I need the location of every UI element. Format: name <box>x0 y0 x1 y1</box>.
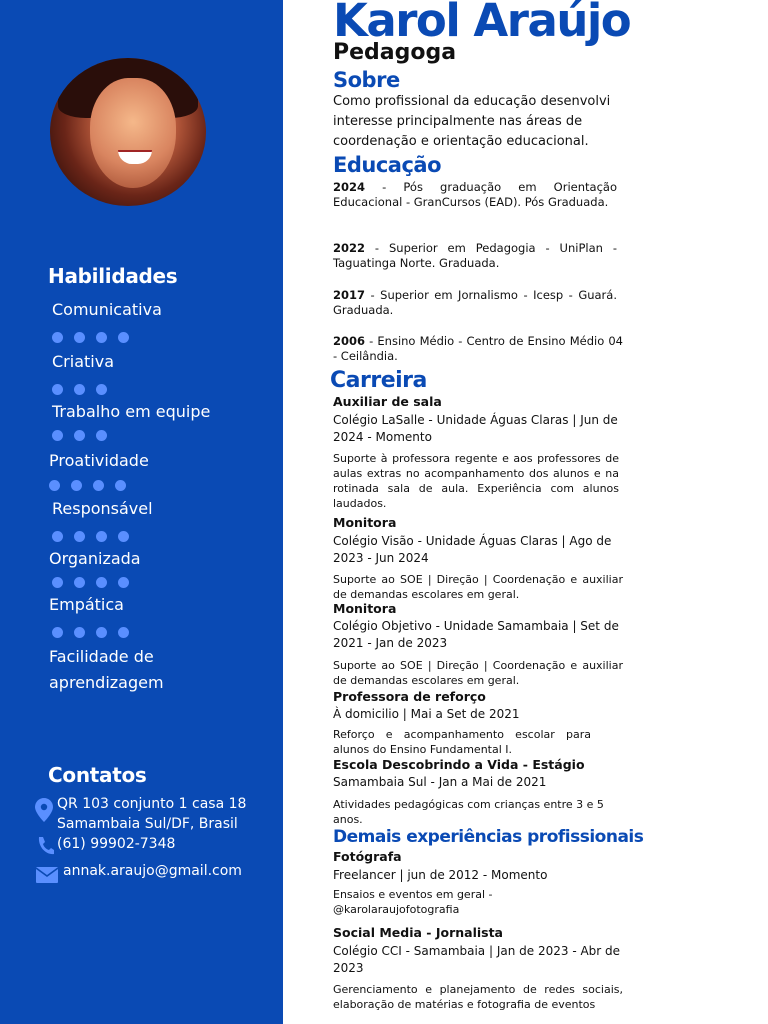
job-desc: Suporte ao SOE | Direção | Coordenação e auxiliar de demandas escolares em geral. <box>333 573 623 601</box>
phone-icon <box>36 836 54 856</box>
skill-rating <box>52 384 107 395</box>
job-role: Monitora <box>333 601 397 616</box>
job-desc: Suporte à professora regente e aos professores de aulas extras no acompanhamento dos alunos e na rotinada sala de aula. Experiência com alunos laudados. <box>333 452 619 510</box>
education-title: Educação <box>333 153 441 177</box>
skill-label: Responsável <box>52 499 153 518</box>
job-role: Social Media - Jornalista <box>333 925 503 940</box>
job-place: À domicilio | Mai a Set de 2021 <box>333 707 520 721</box>
skill-rating <box>52 332 129 343</box>
education-item: 2024 - Pós graduação em Orientação Educacional - GranCursos (EAD). Pós Graduada. <box>333 180 617 209</box>
person-role: Pedagoga <box>333 40 457 65</box>
skill-rating <box>49 480 126 491</box>
job-place: Freelancer | jun de 2012 - Momento <box>333 868 548 882</box>
skill-rating <box>52 577 129 588</box>
job-role: Auxiliar de sala <box>333 394 442 409</box>
skill-label: Comunicativa <box>52 300 162 319</box>
job-place: Colégio Objetivo - Unidade Samambaia | Set de 2021 - Jan de 2023 <box>333 619 619 650</box>
skills-title: Habilidades <box>48 264 178 288</box>
career-title: Carreira <box>330 368 427 393</box>
skill-label: Empática <box>49 595 124 614</box>
address-line-1: QR 103 conjunto 1 casa 18 <box>57 796 247 812</box>
job-place: Colégio CCI - Samambaia | Jan de 2023 - Abr de 2023 <box>333 944 621 975</box>
education-item: 2017 - Superior em Jornalismo - Icesp - Guará. Graduada. <box>333 288 617 317</box>
education-item: 2022 - Superior em Pedagogia - UniPlan - Taguatinga Norte. Graduada. <box>333 241 617 270</box>
other-experience-title: Demais experiências profissionais <box>333 827 644 847</box>
about-text: Como profissional da educação desenvolvi interesse principalmente nas áreas de coordenação e orientação educacional. <box>333 94 611 149</box>
skill-label: Organizada <box>49 549 141 568</box>
education-item: 2006 - Ensino Médio - Centro de Ensino Médio 04 - Ceilândia. <box>333 334 623 363</box>
skill-label: Proatividade <box>49 451 149 470</box>
email-link[interactable]: annak.araujo@gmail.com <box>63 863 242 879</box>
location-icon <box>35 798 53 822</box>
phone-text[interactable]: (61) 99902-7348 <box>57 836 176 852</box>
address-line-2: Samambaia Sul/DF, Brasil <box>57 816 238 832</box>
job-role: Escola Descobrindo a Vida - Estágio <box>333 757 585 772</box>
sidebar <box>0 0 283 1024</box>
profile-photo <box>50 58 206 206</box>
job-role: Monitora <box>333 515 397 530</box>
about-title: Sobre <box>333 68 400 92</box>
email-icon <box>36 867 58 883</box>
job-desc: Ensaios e eventos em geral - @karolaraujofotografia <box>333 888 493 916</box>
job-role: Professora de reforço <box>333 689 486 704</box>
skill-rating <box>52 531 129 542</box>
contacts-title: Contatos <box>48 763 147 787</box>
skill-label: Criativa <box>52 352 114 371</box>
job-desc: Gerenciamento e planejamento de redes sociais, elaboração de matérias e fotografia de eventos <box>333 983 623 1011</box>
skill-label: Trabalho em equipe <box>52 402 211 421</box>
job-place: Samambaia Sul - Jan a Mai de 2021 <box>333 775 547 789</box>
skill-rating <box>52 627 129 638</box>
person-name: Karol Araújo <box>333 0 631 47</box>
skill-rating <box>52 430 107 441</box>
job-place: Colégio Visão - Unidade Águas Claras | Ago de 2023 - Jun 2024 <box>333 534 612 565</box>
job-place: Colégio LaSalle - Unidade Águas Claras | Jun de 2024 - Momento <box>333 413 618 444</box>
job-role: Fotógrafa <box>333 849 402 864</box>
skill-label: Facilidade de aprendizagem <box>49 647 164 692</box>
job-desc: Suporte ao SOE | Direção | Coordenação e auxiliar de demandas escolares em geral. <box>333 659 623 687</box>
job-desc: Reforço e acompanhamento escolar para alunos do Ensino Fundamental I. <box>333 728 591 756</box>
job-desc: Atividades pedagógicas com crianças entre 3 e 5 anos. <box>333 798 604 826</box>
